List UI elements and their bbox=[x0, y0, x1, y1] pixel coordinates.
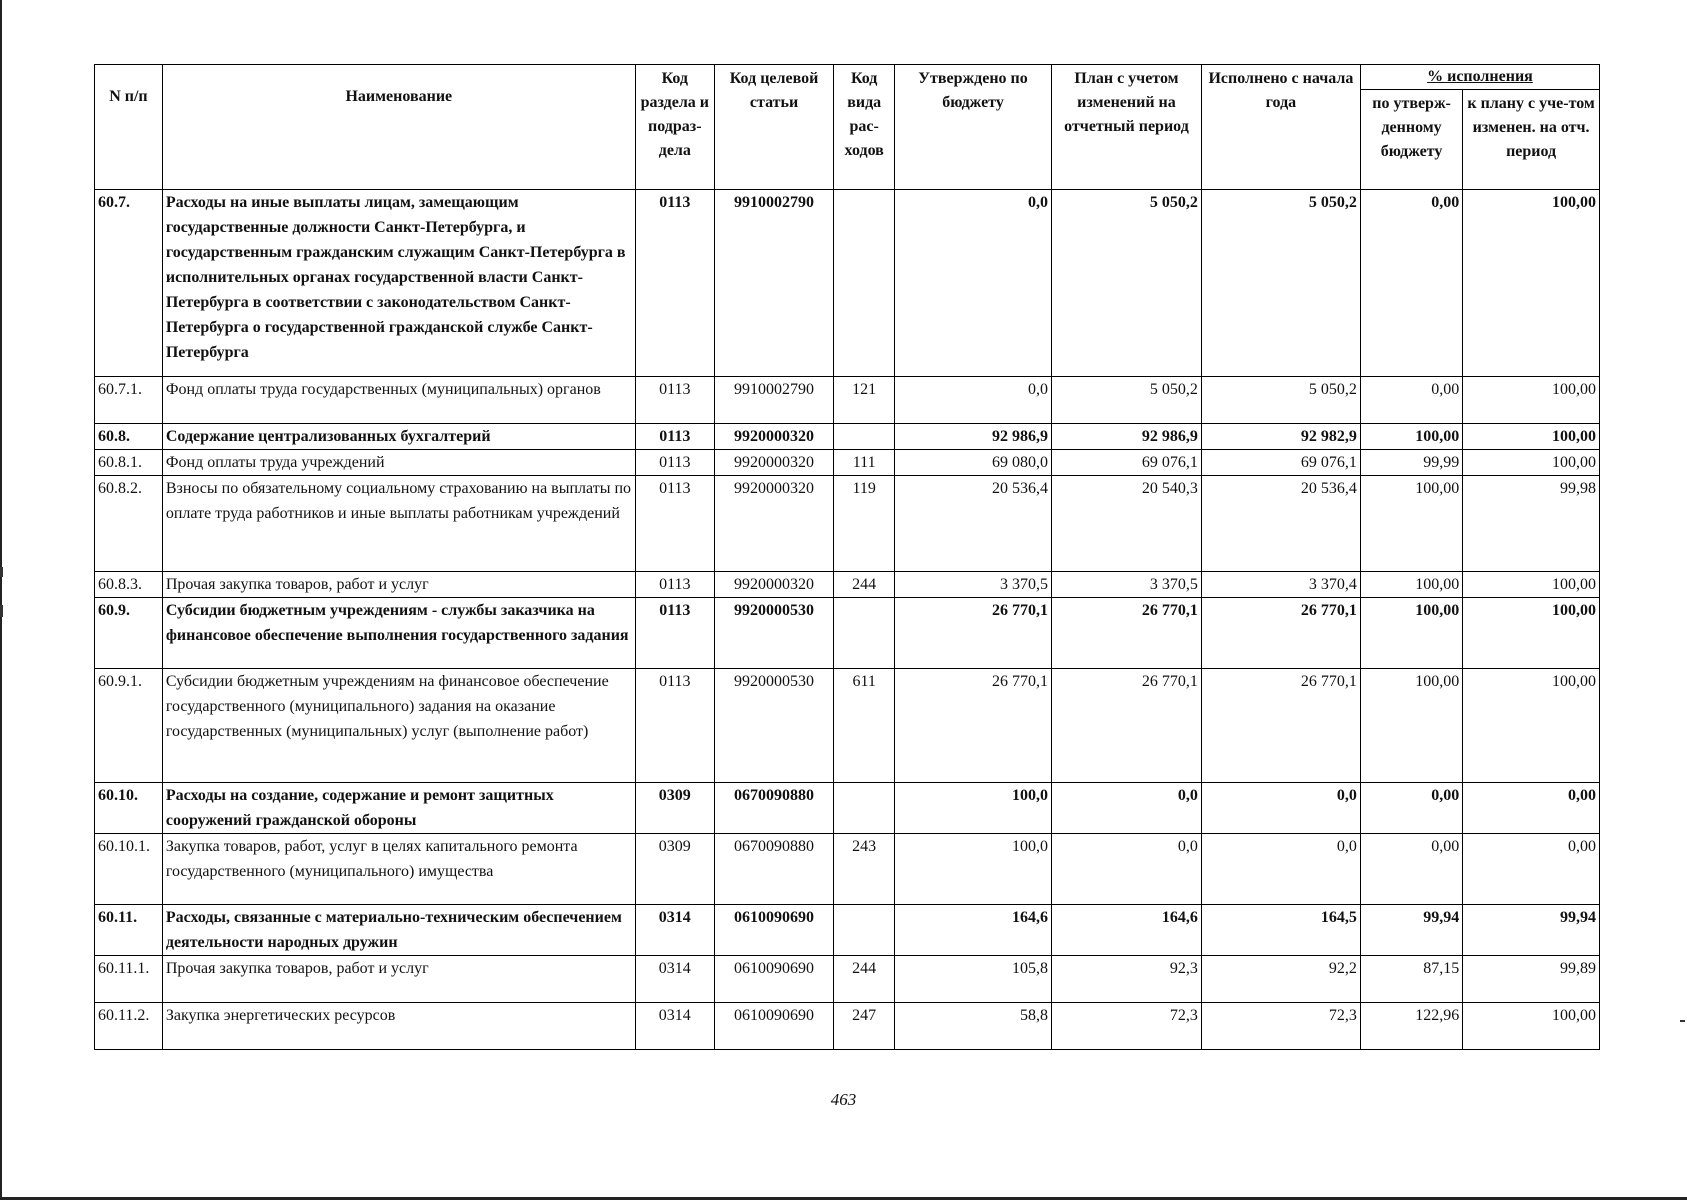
cell-plan: 5 050,2 bbox=[1052, 190, 1202, 377]
table-header bbox=[95, 65, 1600, 190]
cell-razdel: 0113 bbox=[635, 669, 714, 783]
cell-vid: 244 bbox=[834, 572, 895, 598]
cell-pct-plan: 100,00 bbox=[1463, 190, 1600, 377]
cell-pct-budget: 0,00 bbox=[1360, 834, 1462, 905]
cell-pct-budget: 122,96 bbox=[1360, 1003, 1462, 1050]
table-row bbox=[95, 190, 1600, 377]
cell-pct-plan: 99,94 bbox=[1463, 905, 1600, 956]
cell-razdel: 0309 bbox=[635, 783, 714, 834]
cell-razdel: 0314 bbox=[635, 956, 714, 1003]
cell-name: Прочая закупка товаров, работ и услуг bbox=[162, 956, 635, 1003]
table-row bbox=[95, 572, 1600, 598]
table-row bbox=[95, 905, 1600, 956]
cell-vid: 247 bbox=[834, 1003, 895, 1050]
cell-pct-plan: 100,00 bbox=[1463, 1003, 1600, 1050]
cell-razdel: 0314 bbox=[635, 905, 714, 956]
cell-razdel: 0309 bbox=[635, 834, 714, 905]
budget-execution-table bbox=[94, 64, 1600, 1050]
cell-plan: 0,0 bbox=[1052, 783, 1202, 834]
cell-plan: 0,0 bbox=[1052, 834, 1202, 905]
cell-celevaya: 0670090880 bbox=[714, 834, 834, 905]
cell-pct-plan: 100,00 bbox=[1463, 450, 1600, 476]
cell-name: Закупка энергетических ресурсов bbox=[162, 1003, 635, 1050]
cell-pct-plan: 100,00 bbox=[1463, 572, 1600, 598]
cell-utverzhdeno: 3 370,5 bbox=[895, 572, 1052, 598]
cell-celevaya: 0610090690 bbox=[714, 905, 834, 956]
cell-plan: 69 076,1 bbox=[1052, 450, 1202, 476]
cell-pct-plan: 100,00 bbox=[1463, 598, 1600, 669]
cell-pct-budget: 99,94 bbox=[1360, 905, 1462, 956]
cell-celevaya: 9920000530 bbox=[714, 598, 834, 669]
cell-name: Субсидии бюджетным учреждениям - службы заказчика на финансовое обеспечение выполнения государственного задания bbox=[162, 598, 635, 669]
cell-utverzhdeno: 100,0 bbox=[895, 834, 1052, 905]
cell-celevaya: 0610090690 bbox=[714, 956, 834, 1003]
header-plan: План с учетом изменений на отчетный период bbox=[1052, 65, 1202, 190]
cell-pct-budget: 100,00 bbox=[1360, 476, 1462, 572]
cell-razdel: 0314 bbox=[635, 1003, 714, 1050]
cell-name: Фонд оплаты труда учреждений bbox=[162, 450, 635, 476]
scan-mark bbox=[1680, 1020, 1685, 1022]
header-num: N п/п bbox=[95, 65, 163, 190]
cell-celevaya: 9920000320 bbox=[714, 476, 834, 572]
cell-pct-budget: 87,15 bbox=[1360, 956, 1462, 1003]
cell-ispolneno: 5 050,2 bbox=[1201, 190, 1360, 377]
cell-ispolneno: 69 076,1 bbox=[1201, 450, 1360, 476]
cell-celevaya: 9920000320 bbox=[714, 572, 834, 598]
header-percent-group: % исполнения bbox=[1360, 65, 1599, 90]
cell-ispolneno: 0,0 bbox=[1201, 783, 1360, 834]
cell-vid: 121 bbox=[834, 377, 895, 424]
cell-name: Расходы на создание, содержание и ремонт защитных сооружений гражданской обороны bbox=[162, 783, 635, 834]
cell-num: 60.10.1. bbox=[95, 834, 163, 905]
cell-plan: 3 370,5 bbox=[1052, 572, 1202, 598]
scan-mark bbox=[0, 605, 3, 617]
cell-pct-plan: 0,00 bbox=[1463, 834, 1600, 905]
table-row bbox=[95, 834, 1600, 905]
cell-utverzhdeno: 92 986,9 bbox=[895, 424, 1052, 450]
cell-razdel: 0113 bbox=[635, 424, 714, 450]
cell-utverzhdeno: 0,0 bbox=[895, 190, 1052, 377]
cell-plan: 26 770,1 bbox=[1052, 598, 1202, 669]
scan-mark bbox=[0, 567, 3, 577]
table-row bbox=[95, 783, 1600, 834]
header-percent-plan: к плану с уче-том изменен. на отч. период bbox=[1463, 90, 1600, 190]
cell-ispolneno: 26 770,1 bbox=[1201, 669, 1360, 783]
cell-num: 60.7.1. bbox=[95, 377, 163, 424]
cell-razdel: 0113 bbox=[635, 377, 714, 424]
cell-vid bbox=[834, 905, 895, 956]
cell-pct-plan: 99,98 bbox=[1463, 476, 1600, 572]
header-percent-budget: по утверж-денному бюджету bbox=[1360, 90, 1462, 190]
cell-pct-plan: 100,00 bbox=[1463, 377, 1600, 424]
cell-pct-plan: 100,00 bbox=[1463, 424, 1600, 450]
cell-plan: 164,6 bbox=[1052, 905, 1202, 956]
cell-vid: 611 bbox=[834, 669, 895, 783]
cell-num: 60.11.1. bbox=[95, 956, 163, 1003]
cell-vid: 111 bbox=[834, 450, 895, 476]
table-body bbox=[95, 190, 1600, 1050]
cell-utverzhdeno: 100,0 bbox=[895, 783, 1052, 834]
cell-utverzhdeno: 69 080,0 bbox=[895, 450, 1052, 476]
cell-celevaya: 0610090690 bbox=[714, 1003, 834, 1050]
cell-vid: 243 bbox=[834, 834, 895, 905]
cell-num: 60.8.1. bbox=[95, 450, 163, 476]
cell-vid bbox=[834, 424, 895, 450]
cell-pct-budget: 100,00 bbox=[1360, 424, 1462, 450]
cell-name: Прочая закупка товаров, работ и услуг bbox=[162, 572, 635, 598]
cell-razdel: 0113 bbox=[635, 190, 714, 377]
cell-celevaya: 9910002790 bbox=[714, 377, 834, 424]
cell-num: 60.11.2. bbox=[95, 1003, 163, 1050]
cell-plan: 92,3 bbox=[1052, 956, 1202, 1003]
cell-razdel: 0113 bbox=[635, 598, 714, 669]
cell-pct-plan: 100,00 bbox=[1463, 669, 1600, 783]
cell-vid bbox=[834, 190, 895, 377]
table-row bbox=[95, 377, 1600, 424]
cell-utverzhdeno: 26 770,1 bbox=[895, 669, 1052, 783]
cell-pct-budget: 100,00 bbox=[1360, 669, 1462, 783]
cell-celevaya: 9920000530 bbox=[714, 669, 834, 783]
cell-vid bbox=[834, 598, 895, 669]
header-name: Наименование bbox=[162, 65, 635, 190]
cell-name: Содержание централизованных бухгалтерий bbox=[162, 424, 635, 450]
cell-plan: 20 540,3 bbox=[1052, 476, 1202, 572]
header-celevaya: Код целевой статьи bbox=[714, 65, 834, 190]
scan-left-edge bbox=[0, 0, 2, 1200]
cell-utverzhdeno: 20 536,4 bbox=[895, 476, 1052, 572]
cell-utverzhdeno: 26 770,1 bbox=[895, 598, 1052, 669]
cell-pct-budget: 0,00 bbox=[1360, 377, 1462, 424]
table-row bbox=[95, 669, 1600, 783]
table-row bbox=[95, 424, 1600, 450]
cell-num: 60.9. bbox=[95, 598, 163, 669]
cell-ispolneno: 72,3 bbox=[1201, 1003, 1360, 1050]
cell-ispolneno: 5 050,2 bbox=[1201, 377, 1360, 424]
cell-ispolneno: 3 370,4 bbox=[1201, 572, 1360, 598]
cell-celevaya: 9910002790 bbox=[714, 190, 834, 377]
cell-vid: 244 bbox=[834, 956, 895, 1003]
cell-name: Закупка товаров, работ, услуг в целях капитального ремонта государственного (муниципального) имущества bbox=[162, 834, 635, 905]
cell-name: Расходы, связанные с материально-техническим обеспечением деятельности народных дружин bbox=[162, 905, 635, 956]
cell-num: 60.8. bbox=[95, 424, 163, 450]
cell-plan: 5 050,2 bbox=[1052, 377, 1202, 424]
cell-pct-budget: 0,00 bbox=[1360, 783, 1462, 834]
cell-num: 60.9.1. bbox=[95, 669, 163, 783]
cell-plan: 72,3 bbox=[1052, 1003, 1202, 1050]
cell-pct-budget: 100,00 bbox=[1360, 598, 1462, 669]
cell-name: Взносы по обязательному социальному страхованию на выплаты по оплате труда работников и иные выплаты работникам учреждений bbox=[162, 476, 635, 572]
cell-razdel: 0113 bbox=[635, 450, 714, 476]
cell-utverzhdeno: 105,8 bbox=[895, 956, 1052, 1003]
cell-num: 60.8.3. bbox=[95, 572, 163, 598]
cell-celevaya: 9920000320 bbox=[714, 450, 834, 476]
cell-celevaya: 9920000320 bbox=[714, 424, 834, 450]
cell-ispolneno: 0,0 bbox=[1201, 834, 1360, 905]
header-utverzhdeno: Утверждено по бюджету bbox=[895, 65, 1052, 190]
cell-num: 60.7. bbox=[95, 190, 163, 377]
cell-ispolneno: 164,5 bbox=[1201, 905, 1360, 956]
cell-vid bbox=[834, 783, 895, 834]
cell-pct-budget: 100,00 bbox=[1360, 572, 1462, 598]
table-row bbox=[95, 1003, 1600, 1050]
cell-num: 60.10. bbox=[95, 783, 163, 834]
table-row bbox=[95, 476, 1600, 572]
cell-num: 60.8.2. bbox=[95, 476, 163, 572]
cell-ispolneno: 26 770,1 bbox=[1201, 598, 1360, 669]
cell-plan: 92 986,9 bbox=[1052, 424, 1202, 450]
cell-vid: 119 bbox=[834, 476, 895, 572]
cell-ispolneno: 92 982,9 bbox=[1201, 424, 1360, 450]
cell-utverzhdeno: 0,0 bbox=[895, 377, 1052, 424]
header-vid: Код вида рас-ходов bbox=[834, 65, 895, 190]
table-row bbox=[95, 956, 1600, 1003]
cell-name: Расходы на иные выплаты лицам, замещающим государственные должности Санкт-Петербурга, и государственным гражданским служащим Санкт-Петербурга в исполнительных органах государственной власти Санкт-Петербурга в соответствии с законодательством Санкт-Петербурга о государственной гражданской службе Санкт-Петербурга bbox=[162, 190, 635, 377]
cell-pct-budget: 99,99 bbox=[1360, 450, 1462, 476]
cell-utverzhdeno: 58,8 bbox=[895, 1003, 1052, 1050]
page-number: 463 bbox=[830, 1090, 857, 1109]
table-row bbox=[95, 450, 1600, 476]
cell-num: 60.11. bbox=[95, 905, 163, 956]
header-ispolneno: Исполнено с начала года bbox=[1201, 65, 1360, 190]
cell-ispolneno: 20 536,4 bbox=[1201, 476, 1360, 572]
cell-pct-plan: 99,89 bbox=[1463, 956, 1600, 1003]
cell-name: Фонд оплаты труда государственных (муниципальных) органов bbox=[162, 377, 635, 424]
cell-pct-plan: 0,00 bbox=[1463, 783, 1600, 834]
cell-pct-budget: 0,00 bbox=[1360, 190, 1462, 377]
cell-razdel: 0113 bbox=[635, 476, 714, 572]
table-row bbox=[95, 598, 1600, 669]
cell-plan: 26 770,1 bbox=[1052, 669, 1202, 783]
cell-utverzhdeno: 164,6 bbox=[895, 905, 1052, 956]
cell-ispolneno: 92,2 bbox=[1201, 956, 1360, 1003]
cell-celevaya: 0670090880 bbox=[714, 783, 834, 834]
cell-name: Субсидии бюджетным учреждениям на финансовое обеспечение государственного (муниципального) задания на оказание государственных (муниципальных) услуг (выполнение работ) bbox=[162, 669, 635, 783]
cell-razdel: 0113 bbox=[635, 572, 714, 598]
header-razdel: Код раздела и подраз-дела bbox=[635, 65, 714, 190]
